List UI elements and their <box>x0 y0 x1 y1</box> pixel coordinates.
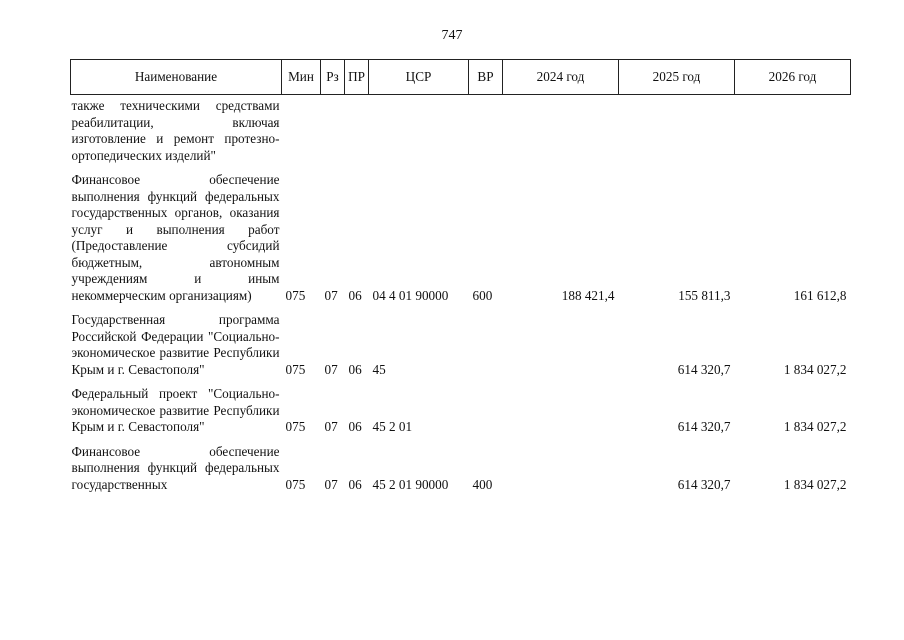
row-2025: 155 811,3 <box>678 287 731 303</box>
row-min: 075 <box>285 476 306 492</box>
header-min: Мин <box>282 60 321 95</box>
table-row <box>71 444 851 502</box>
row-rz <box>321 95 345 173</box>
row-name: Государственная программа Российской Федерации "Социально-экономическое развитие Республики Крым и г. Севастополя" <box>71 312 280 377</box>
header-2026: 2026 год <box>735 60 851 95</box>
row-csr: 45 2 01 <box>372 419 413 434</box>
row-pr <box>345 95 369 173</box>
row-csr: 04 4 01 90000 <box>372 287 449 303</box>
table-row <box>71 312 851 386</box>
row-min: 075 <box>285 361 306 377</box>
row-csr <box>369 95 469 173</box>
row-csr: 45 <box>372 361 386 377</box>
header-2024: 2024 год <box>503 60 619 95</box>
header-name: Наименование <box>71 60 282 95</box>
table-row <box>71 172 851 312</box>
row-min <box>282 95 321 173</box>
row-min: 075 <box>285 287 306 303</box>
row-vr <box>469 386 503 444</box>
row-min: 075 <box>285 419 306 434</box>
row-2026: 1 834 027,2 <box>783 419 847 434</box>
row-2025 <box>619 95 735 173</box>
row-rz: 07 <box>324 476 338 492</box>
row-vr: 400 <box>472 476 493 492</box>
header-csr: ЦСР <box>369 60 469 95</box>
row-name: Федеральный проект "Социально-экономическое развитие Республики Крым и г. Севастополя" <box>71 386 280 434</box>
budget-table <box>70 59 851 501</box>
row-name: Финансовое обеспечение выполнения функций федеральных государственных <box>71 443 280 492</box>
row-rz: 07 <box>324 361 338 377</box>
row-pr: 06 <box>348 287 362 303</box>
row-2026: 1 834 027,2 <box>783 361 847 377</box>
table-row <box>71 386 851 444</box>
row-2024 <box>503 386 619 444</box>
row-2026 <box>735 95 851 173</box>
row-2024 <box>503 312 619 386</box>
row-name: Финансовое обеспечение выполнения функций федеральных государственных органов, оказания услуг и выполнения работ (Предоставление субсидий бюджетным, автономным учреждениям и иным некоммерческим организациям) <box>71 172 280 303</box>
row-vr: 600 <box>472 287 493 303</box>
row-2024: 188 421,4 <box>561 287 615 303</box>
row-2025: 614 320,7 <box>677 361 731 377</box>
page-number: 747 <box>441 28 463 43</box>
row-pr: 06 <box>348 419 362 434</box>
row-2024 <box>503 95 619 173</box>
row-pr: 06 <box>348 476 362 492</box>
table-header-row <box>71 60 851 95</box>
row-2024 <box>503 444 619 502</box>
row-rz: 07 <box>324 419 338 434</box>
row-2025: 614 320,7 <box>677 419 731 434</box>
row-vr <box>469 95 503 173</box>
row-2026: 1 834 027,2 <box>783 476 847 492</box>
row-vr <box>469 312 503 386</box>
table-row <box>71 95 851 173</box>
row-2025: 614 320,7 <box>677 476 731 492</box>
row-csr: 45 2 01 90000 <box>372 476 449 492</box>
row-rz: 07 <box>324 287 338 303</box>
header-pr: ПР <box>345 60 369 95</box>
header-vr: ВР <box>469 60 503 95</box>
row-name: также техническими средствами реабилитации, включая изготовление и ремонт протезно-ортопедических изделий" <box>71 98 280 163</box>
header-rz: Рз <box>321 60 345 95</box>
row-pr: 06 <box>348 361 362 377</box>
header-2025: 2025 год <box>619 60 735 95</box>
row-2026: 161 612,8 <box>793 287 847 303</box>
